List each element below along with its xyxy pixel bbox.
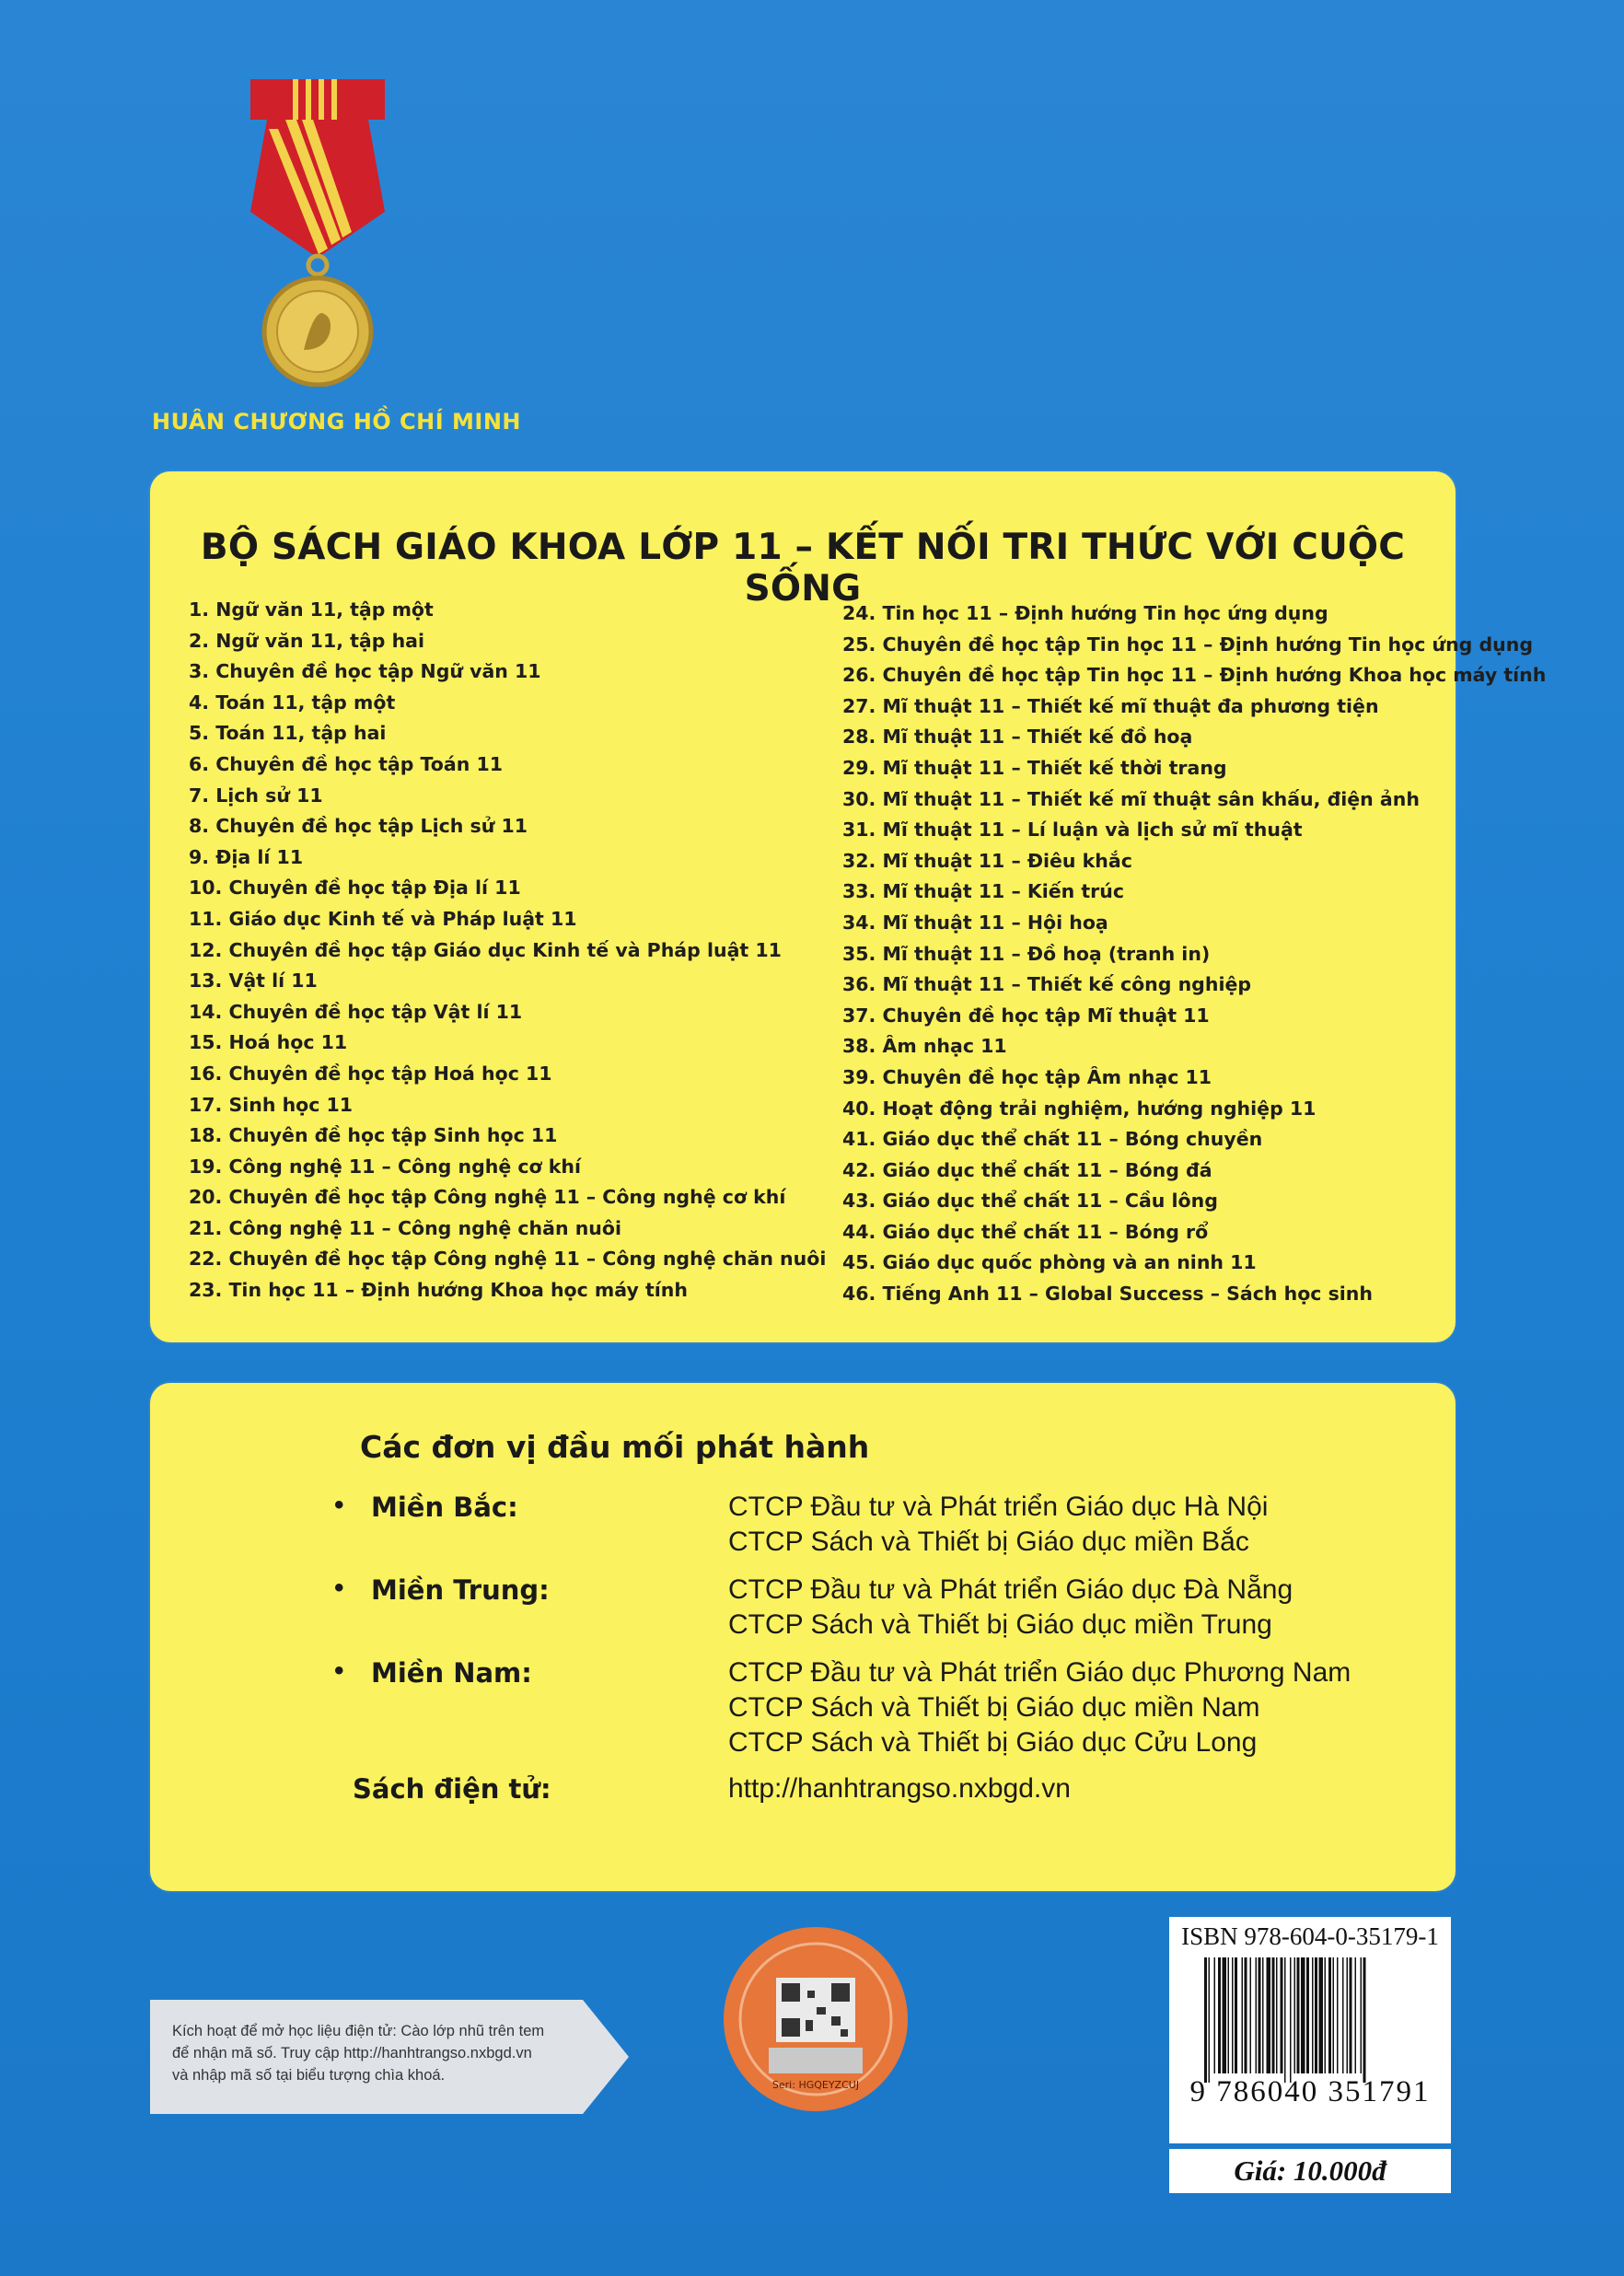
textbook-item: 12. Chuyên đề học tập Giáo dục Kinh tế và Pháp luật 11 bbox=[189, 938, 782, 961]
isbn-digits: 9 786040 351791 bbox=[1189, 2075, 1431, 2108]
textbook-item: 14. Chuyên đề học tập Vật lí 11 bbox=[189, 1000, 523, 1023]
textbook-list-panel bbox=[150, 471, 1547, 1342]
vendor-list bbox=[728, 1573, 1293, 1643]
barcode-icon bbox=[1201, 1957, 1436, 2083]
medal-caption: HUÂN CHƯƠNG HỒ CHÍ MINH bbox=[152, 409, 522, 435]
stamp-serial: Seri: HGQEYZCUJ bbox=[771, 2079, 860, 2091]
textbook-item: 15. Hoá học 11 bbox=[189, 1031, 348, 1054]
isbn-label: ISBN 978-604-0-35179-1 bbox=[1181, 1922, 1439, 1950]
textbook-item: 24. Tin học 11 – Định hướng Tin học ứng dụng bbox=[842, 602, 1328, 624]
textbook-item: 22. Chuyên đề học tập Công nghệ 11 – Công nghệ chăn nuôi bbox=[189, 1248, 827, 1271]
textbook-item: 31. Mĩ thuật 11 – Lí luận và lịch sử mĩ thuật bbox=[842, 819, 1303, 842]
vendor-name: CTCP Sách và Thiết bị Giáo dục miền Trung bbox=[728, 1609, 1272, 1640]
region-label: Miền Bắc: bbox=[371, 1492, 518, 1523]
textbook-item: 3. Chuyên đề học tập Ngữ văn 11 bbox=[189, 660, 541, 683]
textbook-item: 42. Giáo dục thể chất 11 – Bóng đá bbox=[842, 1158, 1212, 1181]
activation-line: để nhận mã số. Truy cập http://hanhtrangso.nxbgd.vn bbox=[172, 2045, 532, 2061]
textbook-item: 46. Tiếng Anh 11 – Global Success – Sách học sinh bbox=[842, 1283, 1373, 1306]
textbook-item: 18. Chuyên đề học tập Sinh học 11 bbox=[189, 1124, 558, 1147]
ebook-link[interactable] bbox=[728, 1771, 1071, 1806]
textbook-item: 7. Lịch sử 11 bbox=[189, 784, 323, 807]
vendor-name: CTCP Đầu tư và Phát triển Giáo dục Phương Nam bbox=[728, 1657, 1351, 1688]
textbook-item: 30. Mĩ thuật 11 – Thiết kế mĩ thuật sân khấu, điện ảnh bbox=[842, 787, 1420, 810]
textbook-item: 11. Giáo dục Kinh tế và Pháp luật 11 bbox=[189, 907, 577, 930]
vendor-name: CTCP Sách và Thiết bị Giáo dục miền Nam bbox=[728, 1692, 1260, 1723]
activation-note bbox=[150, 2000, 629, 2114]
textbook-item: 37. Chuyên đề học tập Mĩ thuật 11 bbox=[842, 1004, 1210, 1027]
textbook-item: 34. Mĩ thuật 11 – Hội hoạ bbox=[842, 911, 1108, 934]
textbook-item: 21. Công nghệ 11 – Công nghệ chăn nuôi bbox=[189, 1216, 621, 1239]
activation-line: Kích hoạt để mở học liệu điện tử: Cào lớp nhũ trên tem bbox=[172, 2023, 545, 2039]
textbook-item: 23. Tin học 11 – Định hướng Khoa học máy tính bbox=[189, 1279, 688, 1302]
ebook-url[interactable]: http://hanhtrangso.nxbgd.vn bbox=[728, 1773, 1071, 1804]
textbook-item: 41. Giáo dục thể chất 11 – Bóng chuyền bbox=[842, 1128, 1263, 1151]
textbook-item: 40. Hoạt động trải nghiệm, hướng nghiệp 11 bbox=[842, 1097, 1317, 1120]
textbook-item: 44. Giáo dục thể chất 11 – Bóng rổ bbox=[842, 1220, 1209, 1243]
textbook-item: 28. Mĩ thuật 11 – Thiết kế đồ hoạ bbox=[842, 726, 1193, 749]
vendor-name: CTCP Sách và Thiết bị Giáo dục miền Bắc bbox=[728, 1527, 1249, 1557]
medal-icon bbox=[249, 74, 387, 387]
textbook-item: 38. Âm nhạc 11 bbox=[842, 1035, 1007, 1058]
distributors-panel bbox=[150, 1383, 1456, 1891]
bullet: • bbox=[334, 1655, 344, 1686]
authenticity-stamp-icon bbox=[721, 1924, 911, 2114]
activation-line: và nhập mã số tại biểu tượng chìa khoá. bbox=[172, 2067, 446, 2084]
textbook-item: 6. Chuyên đề học tập Toán 11 bbox=[189, 752, 503, 775]
isbn-barcode-box bbox=[1169, 1917, 1451, 2143]
textbook-item: 2. Ngữ văn 11, tập hai bbox=[189, 629, 425, 652]
region-label: Miền Trung: bbox=[371, 1574, 550, 1606]
textbook-item: 1. Ngữ văn 11, tập một bbox=[189, 598, 434, 621]
textbook-list-title: BỘ SÁCH GIÁO KHOA LỚP 11 – KẾT NỐI TRI THỨC VỚI CUỘC SỐNG bbox=[200, 527, 1406, 610]
vendor-name: CTCP Sách và Thiết bị Giáo dục Cửu Long bbox=[728, 1727, 1258, 1758]
bullet: • bbox=[334, 1490, 344, 1520]
bullet: • bbox=[334, 1573, 344, 1603]
region-label: Miền Nam: bbox=[371, 1657, 532, 1689]
textbook-item: 8. Chuyên đề học tập Lịch sử 11 bbox=[189, 815, 528, 838]
textbook-item: 39. Chuyên đề học tập Âm nhạc 11 bbox=[842, 1065, 1212, 1088]
textbook-item: 4. Toán 11, tập một bbox=[189, 691, 396, 714]
textbook-item: 9. Địa lí 11 bbox=[189, 845, 304, 868]
textbook-item: 33. Mĩ thuật 11 – Kiến trúc bbox=[842, 880, 1125, 903]
textbook-item: 26. Chuyên đề học tập Tin học 11 – Định hướng Khoa học máy tính bbox=[842, 664, 1547, 687]
price-box bbox=[1169, 2149, 1451, 2193]
textbook-item: 32. Mĩ thuật 11 – Điêu khắc bbox=[842, 849, 1132, 872]
textbook-item: 35. Mĩ thuật 11 – Đồ hoạ (tranh in) bbox=[842, 942, 1211, 965]
textbook-item: 10. Chuyên đề học tập Địa lí 11 bbox=[189, 877, 521, 900]
textbook-list-left-column bbox=[189, 595, 826, 1306]
textbook-item: 5. Toán 11, tập hai bbox=[189, 722, 387, 745]
vendor-name: CTCP Đầu tư và Phát triển Giáo dục Hà Nội bbox=[728, 1492, 1269, 1522]
price: Giá: 10.000đ bbox=[1234, 2154, 1386, 2187]
vendor-list bbox=[728, 1655, 1351, 1760]
textbook-item: 17. Sinh học 11 bbox=[189, 1093, 354, 1116]
vendor-name: CTCP Đầu tư và Phát triển Giáo dục Đà Nẵng bbox=[728, 1574, 1293, 1605]
ebook-label: Sách điện tử: bbox=[353, 1773, 551, 1805]
distributors-title: Các đơn vị đầu mối phát hành bbox=[360, 1429, 870, 1465]
textbook-item: 45. Giáo dục quốc phòng và an ninh 11 bbox=[842, 1251, 1257, 1274]
textbook-item: 20. Chuyên đề học tập Công nghệ 11 – Công nghệ cơ khí bbox=[189, 1186, 786, 1209]
textbook-item: 19. Công nghệ 11 – Công nghệ cơ khí bbox=[189, 1155, 582, 1178]
textbook-list-right-column bbox=[842, 598, 1546, 1310]
textbook-item: 36. Mĩ thuật 11 – Thiết kế công nghiệp bbox=[842, 973, 1252, 996]
textbook-item: 43. Giáo dục thể chất 11 – Cầu lông bbox=[842, 1190, 1218, 1213]
textbook-item: 16. Chuyên đề học tập Hoá học 11 bbox=[189, 1062, 552, 1085]
textbook-item: 29. Mĩ thuật 11 – Thiết kế thời trang bbox=[842, 756, 1227, 779]
vendor-list bbox=[728, 1490, 1268, 1560]
textbook-item: 27. Mĩ thuật 11 – Thiết kế mĩ thuật đa phương tiện bbox=[842, 694, 1379, 717]
textbook-item: 13. Vật lí 11 bbox=[189, 970, 318, 993]
textbook-item: 25. Chuyên đề học tập Tin học 11 – Định hướng Tin học ứng dụng bbox=[842, 633, 1534, 656]
activation-text bbox=[172, 2020, 651, 2086]
